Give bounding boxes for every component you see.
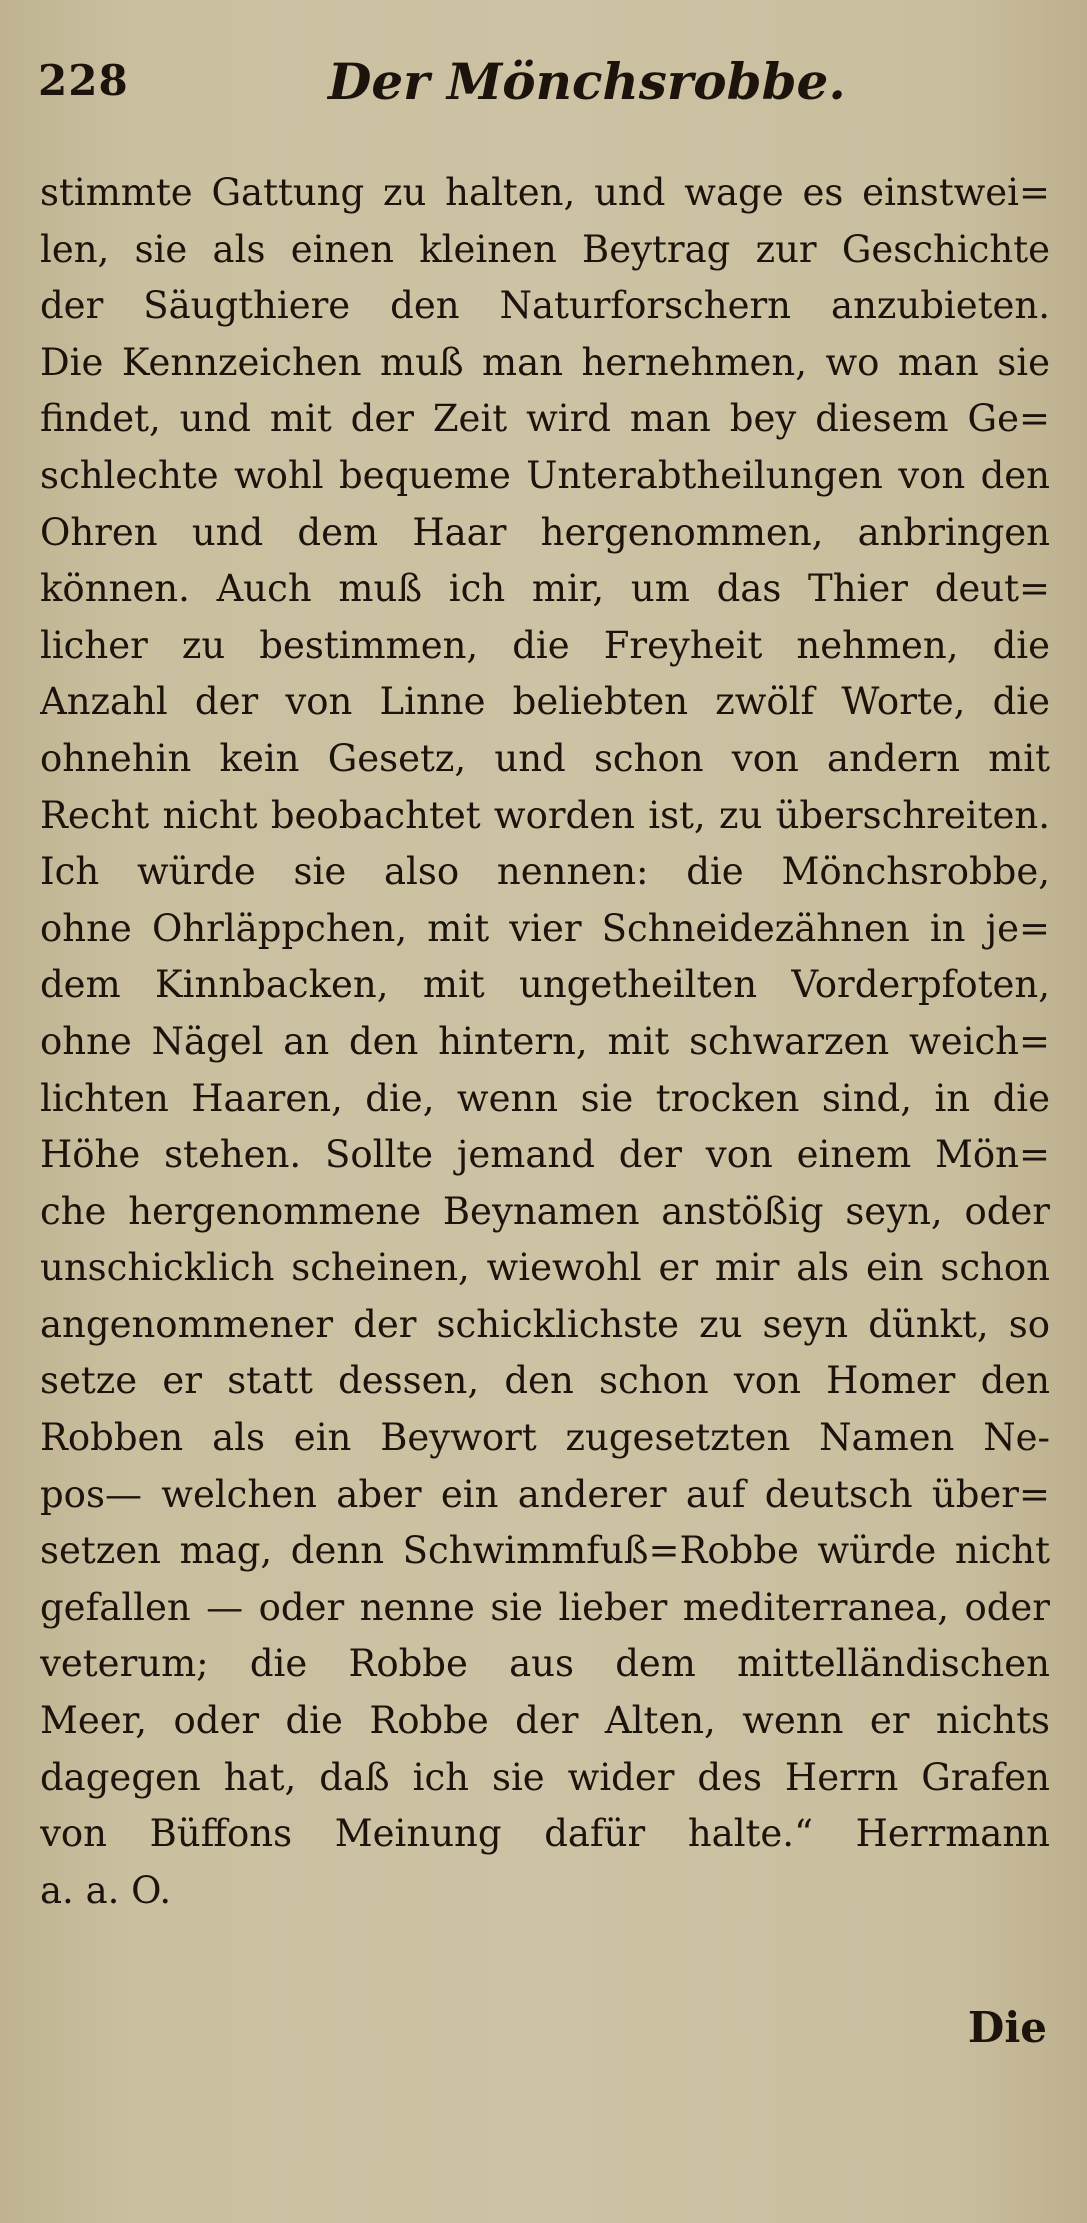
running-head xyxy=(38,48,1038,118)
text-line: Ich würde sie also nennen: die Mönchsrobbe, xyxy=(40,850,1050,894)
text-line: len, sie als einen kleinen Beytrag zur Geschichte xyxy=(40,227,1050,271)
text-line: Die Kennzeichen muß man hernehmen, wo man sie xyxy=(40,340,1050,384)
text-line: Recht nicht beobachtet worden ist, zu überschreiten. xyxy=(40,793,1050,837)
text-line: schlechte wohl bequeme Unterabtheilungen von den xyxy=(40,453,1050,497)
text-line: Höhe stehen. Sollte jemand der von einem Mön= xyxy=(40,1133,1050,1177)
body-text xyxy=(40,165,1050,1919)
text-line: licher zu bestimmen, die Freyheit nehmen, die xyxy=(40,623,1050,667)
text-line: ohne Ohrläppchen, mit vier Schneidezähnen in je= xyxy=(40,906,1050,950)
text-line: setze er statt dessen, den schon von Homer den xyxy=(40,1359,1050,1403)
text-line: ohnehin kein Gesetz, und schon von andern mit xyxy=(40,736,1050,780)
catchword: Die xyxy=(967,2003,1047,2052)
text-line: setzen mag, denn Schwimmfuß=Robbe würde nicht xyxy=(40,1529,1050,1573)
text-line: gefallen — oder nenne sie lieber mediterranea, oder xyxy=(40,1585,1050,1629)
text-line: dagegen hat, daß ich sie wider des Herrn Grafen xyxy=(40,1755,1050,1799)
text-line: ohne Nägel an den hintern, mit schwarzen weich= xyxy=(40,1019,1050,1063)
text-line: Robben als ein Beywort zugesetzten Namen Ne- xyxy=(40,1416,1050,1460)
text-line: Ohren und dem Haar hergenommen, anbringen xyxy=(40,510,1050,554)
text-line: können. Auch muß ich mir, um das Thier deut= xyxy=(40,567,1050,611)
running-title: Der Mönchsrobbe. xyxy=(328,52,846,111)
text-line: von Büffons Meinung dafür halte.“ Herrmann xyxy=(40,1812,1050,1856)
text-line: angenommener der schicklichste zu seyn dünkt, so xyxy=(40,1302,1050,1346)
text-line: pos— welchen aber ein anderer auf deutsch über= xyxy=(40,1472,1050,1516)
page-number: 228 xyxy=(38,56,129,105)
text-line: unschicklich scheinen, wiewohl er mir als ein schon xyxy=(40,1246,1050,1290)
text-line: stimmte Gattung zu halten, und wage es einstwei= xyxy=(40,171,1050,214)
text-line: dem Kinnbacken, mit ungetheilten Vorderpfoten, xyxy=(40,963,1050,1007)
text-line: Meer, oder die Robbe der Alten, wenn er nichts xyxy=(40,1699,1050,1743)
text-line: che hergenommene Beynamen anstößig seyn, oder xyxy=(40,1189,1050,1233)
text-line: Anzahl der von Linne beliebten zwölf Worte, die xyxy=(40,680,1050,724)
text-line: findet, und mit der Zeit wird man bey diesem Ge= xyxy=(40,397,1050,441)
text-line: lichten Haaren, die, wenn sie trocken sind, in die xyxy=(40,1076,1050,1120)
text-line: der Säugthiere den Naturforschern anzubieten. xyxy=(40,284,1050,328)
text-line: veterum; die Robbe aus dem mittelländischen xyxy=(40,1642,1050,1686)
text-line: a. a. O. xyxy=(40,1868,172,1912)
